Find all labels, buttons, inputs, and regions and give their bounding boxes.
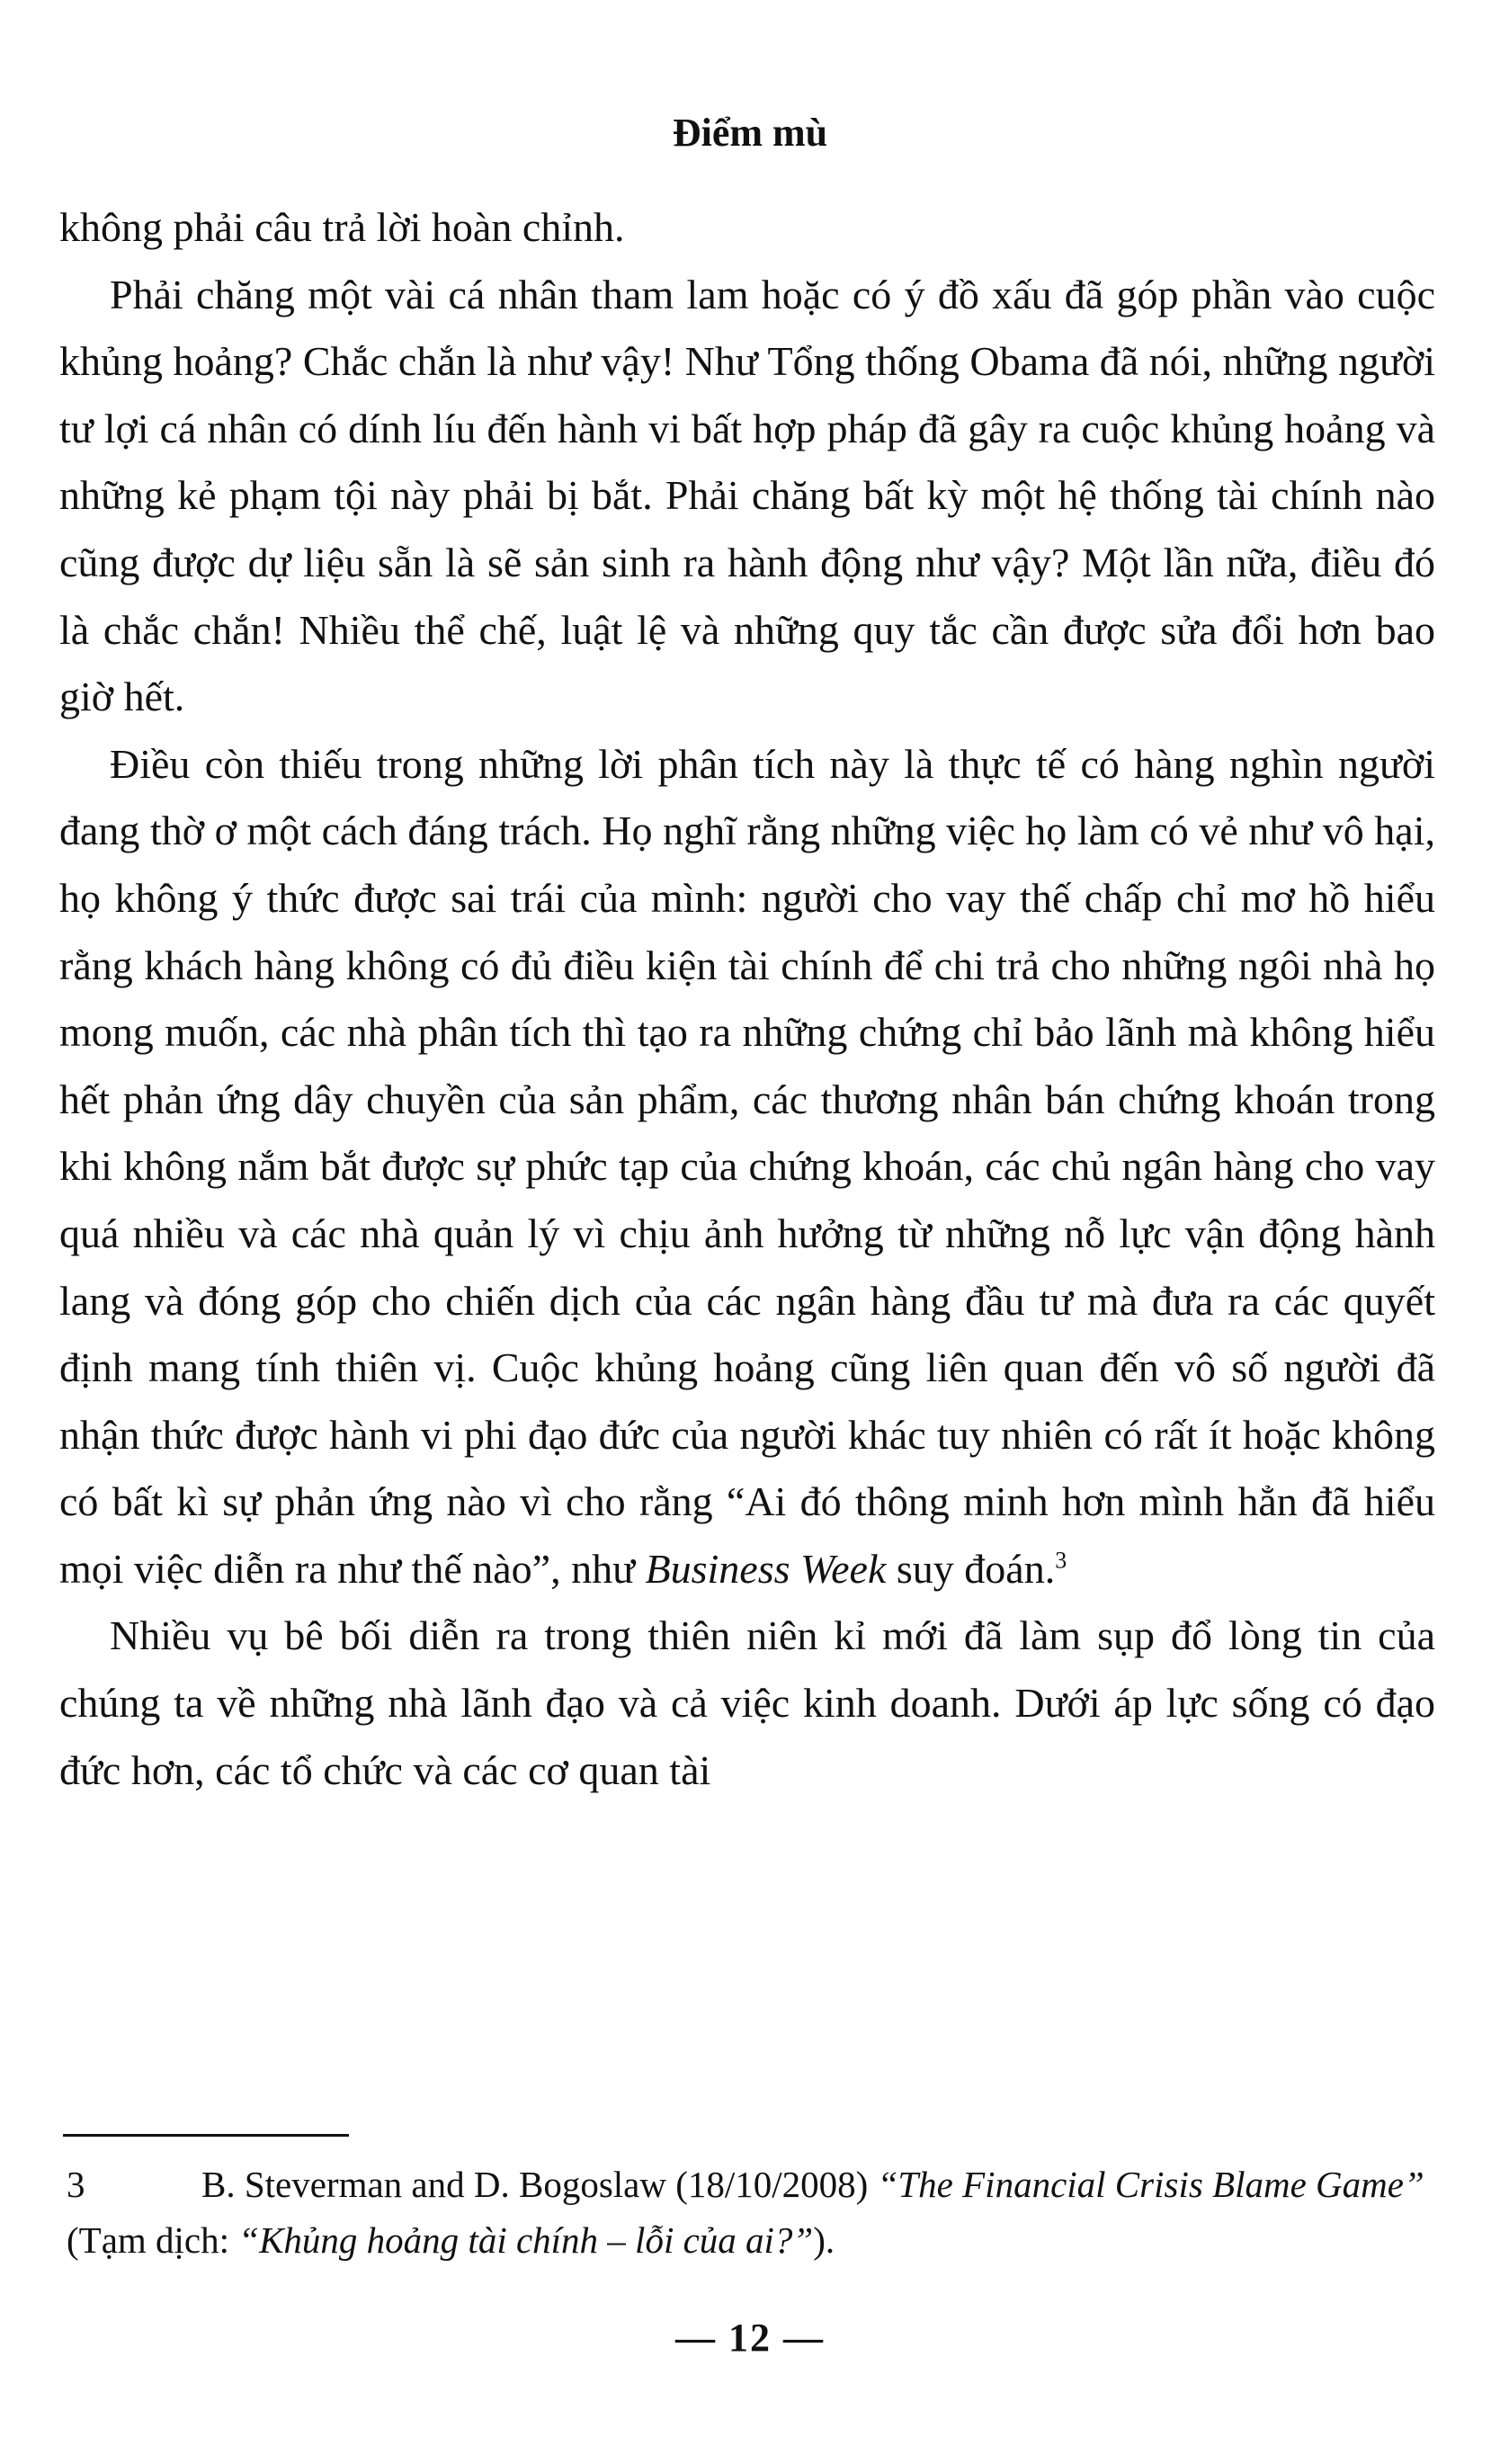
- footnote-number: 3: [67, 2164, 85, 2205]
- source-title: Business Week: [645, 1545, 887, 1592]
- footnote-text: (Tạm dịch:: [67, 2219, 239, 2261]
- paragraph: Phải chăng một vài cá nhân tham lam hoặc có ý đồ xấu đã góp phần vào cuộc khủng hoảng? Chắc chắn là như vậy! Như Tổng thống Obama đã nói, những người tư lợi cá nhân có dính líu đến hành vi bất hợp pháp đã gây ra cuộc khủng hoảng và những kẻ phạm tội này phải bị bắt. Phải chăng bất kỳ một hệ thống tài chính nào cũng được dự liệu sẵn là sẽ sản sinh ra hành động như vậy? Một lần nữa, điều đó là chắc chắn! Nhiều thể chế, luật lệ và những quy tắc cần được sửa đổi hơn bao giờ hết.: [59, 271, 1435, 720]
- running-header: Điểm mù: [672, 111, 828, 155]
- page-number: — 12 —: [675, 2316, 825, 2360]
- footnote-reference[interactable]: 3: [1055, 1547, 1067, 1574]
- footnote-divider: [63, 2134, 349, 2137]
- footnote-title: “The Financial Crisis Blame Game”: [877, 2164, 1424, 2205]
- paragraph: Nhiều vụ bê bối diễn ra trong thiên niên kỉ mới đã làm sụp đổ lòng tin của chúng ta về những nhà lãnh đạo và cả việc kinh doanh. Dưới áp lực sống có đạo đức hơn, các tổ chức và các cơ quan tài: [59, 1612, 1435, 1793]
- body-text: [59, 194, 1435, 1804]
- paragraph-continued: không phải câu trả lời hoàn chỉnh.: [59, 204, 625, 250]
- footnote-authors: B. Steverman and D. Bogoslaw (18/10/2008): [201, 2164, 878, 2205]
- paragraph: [59, 731, 1435, 1603]
- paragraph-text: suy đoán.: [886, 1545, 1056, 1592]
- footnote-text: ).: [813, 2219, 835, 2261]
- footnote-translation: “Khủng hoảng tài chính – lỗi của ai?”: [238, 2219, 814, 2261]
- footnote: [67, 2156, 1435, 2268]
- paragraph-text: Điều còn thiếu trong những lời phân tích này là thực tế có hàng nghìn người đang thờ ơ một cách đáng trách. Họ nghĩ rằng những việc họ làm có vẻ như vô hại, họ không ý thức được sai trái của mình: người cho vay thế chấp chỉ mơ hồ hiểu rằng khách hàng không có đủ điều kiện tài chính để chi trả cho những ngôi nhà họ mong muốn, các nhà phân tích thì tạo ra những chứng chỉ bảo lãnh mà không hiểu hết phản ứng dây chuyền của sản phẩm, các thương nhân bán chứng khoán trong khi không nắm bắt được sự phức tạp của chứng khoán, các chủ ngân hàng cho vay quá nhiều và các nhà quản lý vì chịu ảnh hưởng từ những nỗ lực vận động hành lang và đóng góp cho chiến dịch của các ngân hàng đầu tư mà đưa ra các quyết định mang tính thiên vị. Cuộc khủng hoảng cũng liên quan đến vô số người đã nhận thức được hành vi phi đạo đức của người khác tuy nhiên có rất ít hoặc không có bất kì sự phản ứng nào vì cho rằng “Ai đó thông minh hơn mình hẳn đã hiểu mọi việc diễn ra như thế nào”, như: [59, 740, 1435, 1592]
